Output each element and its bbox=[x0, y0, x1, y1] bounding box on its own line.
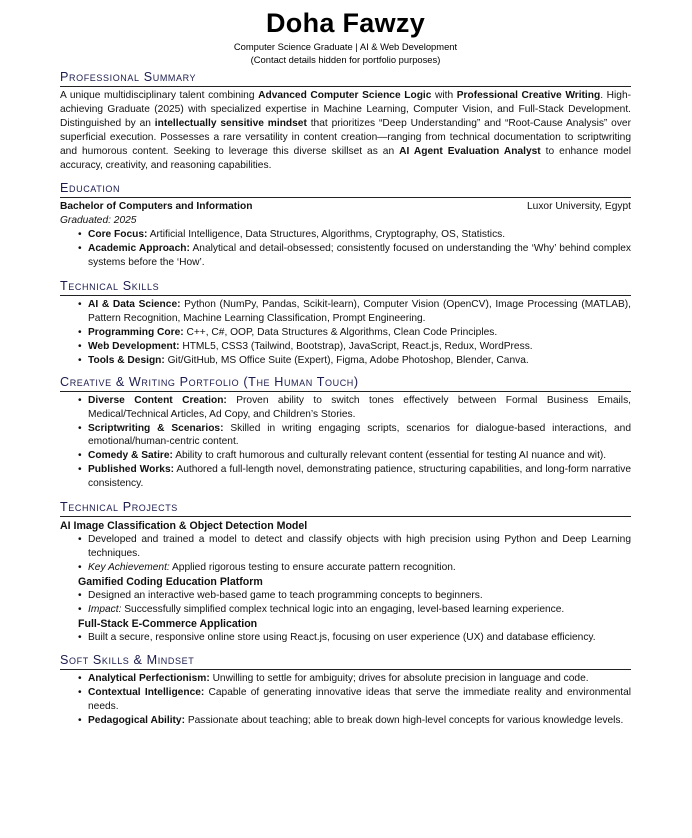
project-title: Gamified Coding Education Platform bbox=[78, 575, 263, 588]
soft-skills-bullets bbox=[60, 672, 631, 728]
bullet-label: Contextual Intelligence: bbox=[88, 687, 205, 699]
project-title: Full-Stack E-Commerce Application bbox=[78, 617, 258, 630]
list-item bbox=[88, 340, 631, 354]
list-item bbox=[88, 354, 631, 368]
section-heading: Technical Projects bbox=[60, 500, 631, 517]
education-row bbox=[60, 200, 631, 214]
bullet-label: Diverse Content Creation: bbox=[88, 394, 227, 406]
section-heading: Professional Summary bbox=[60, 70, 631, 87]
bullet-label: Comedy & Satire: bbox=[88, 450, 173, 462]
skills-bullets bbox=[60, 298, 631, 368]
summary-text bbox=[60, 89, 631, 172]
bullet-text: Analytical and detail-obsessed; consistently focused on understanding the ‘Why’ behind complex systems before the ‘How’. bbox=[88, 243, 631, 269]
summary-run: A unique multidisciplinary talent combining bbox=[60, 90, 259, 101]
bullet-label: Academic Approach: bbox=[88, 243, 190, 255]
bullet-label: Key Achievement: bbox=[88, 561, 170, 573]
bullet-label: Impact: bbox=[88, 603, 122, 615]
bullet-label: Core Focus: bbox=[88, 229, 148, 241]
section-heading: Technical Skills bbox=[60, 279, 631, 296]
bullet-text: Authored a full-length novel, demonstrating patience, structuring capabilities, and long-form narrative consistency. bbox=[88, 464, 631, 490]
summary-run: to enhance model accuracy, creativity, and reasoning capabilities. bbox=[60, 145, 631, 171]
list-item bbox=[88, 228, 631, 242]
contact-note: (Contact details hidden for portfolio purposes) bbox=[250, 54, 441, 65]
bullet-label: Analytical Perfectionism: bbox=[88, 673, 210, 685]
bullet-label: Published Works: bbox=[88, 464, 175, 476]
list-item bbox=[88, 714, 631, 728]
list-item bbox=[88, 394, 631, 422]
resume-page bbox=[60, 6, 631, 728]
bullet-text: Proven ability to switch tones effectively between Formal Business Emails, Medical/Technical Articles, Ad Copy, and Children’s Stories. bbox=[88, 394, 631, 420]
education-bullets bbox=[60, 228, 631, 270]
summary-emphasis: intellectually sensitive mindset bbox=[154, 117, 307, 129]
list-item bbox=[88, 589, 631, 603]
bullet-text: Successfully simplified complex technical logic into an engaging, level-based learning experience. bbox=[121, 603, 565, 615]
list-item bbox=[88, 242, 631, 270]
summary-run: with bbox=[431, 90, 457, 101]
list-item bbox=[88, 422, 631, 450]
project-bullets bbox=[60, 533, 631, 575]
section-summary bbox=[60, 70, 631, 172]
creative-bullets bbox=[60, 394, 631, 491]
bullet-text: Skilled in writing engaging scripts, scenarios for dialogue-based interactions, and emotional/human-centric content. bbox=[88, 422, 631, 448]
candidate-name: Doha Fawzy bbox=[265, 8, 426, 38]
tagline: Computer Science Graduate | AI & Web Development bbox=[233, 41, 458, 52]
bullet-label: AI & Data Science: bbox=[88, 299, 181, 311]
list-item bbox=[88, 533, 631, 561]
bullet-text: Built a secure, responsive online store using React.js, focusing on user experience (UX) and database efficiency. bbox=[88, 631, 596, 643]
summary-run: that prioritizes “Deep Understanding” and “Root-Cause Analysis” over superficial execution. Possesses a rare versatility in content creation—ranging from technical documentation to scriptwriting and humorous content. Seeking to leverage this diverse skillset as an bbox=[60, 117, 631, 157]
list-item bbox=[88, 463, 631, 491]
bullet-label: Scriptwriting & Scenarios: bbox=[88, 422, 224, 434]
project-title: AI Image Classification & Object Detection Model bbox=[60, 520, 308, 533]
bullet-text: HTML5, CSS3 (Tailwind, Bootstrap), JavaScript, React.js, Redux, WordPress. bbox=[179, 340, 533, 352]
bullet-text: Passionate about teaching; able to break down high-level concepts for various knowledge levels. bbox=[185, 715, 624, 727]
graduation-date bbox=[60, 214, 631, 228]
list-item bbox=[88, 686, 631, 714]
list-item bbox=[88, 326, 631, 340]
list-item bbox=[88, 449, 631, 463]
summary-run: . High-achieving Graduate (2025) with specialized expertise in Machine Learning, Computer Vision, and Full-Stack Development. Distinguished by an bbox=[60, 90, 631, 129]
section-heading: Soft Skills & Mindset bbox=[60, 653, 631, 670]
list-item bbox=[88, 561, 631, 575]
section-heading: Creative & Writing Portfolio (The Human Touch) bbox=[60, 375, 631, 392]
degree: Bachelor of Computers and Information bbox=[60, 201, 253, 213]
graduation-text: Graduated: 2025 bbox=[60, 215, 137, 227]
institution: Luxor University, Egypt bbox=[527, 201, 631, 213]
bullet-text: Capable of generating innovative ideas that serve the immediate reality and environmental needs. bbox=[88, 687, 631, 713]
section-creative bbox=[60, 375, 631, 491]
bullet-text: Git/GitHub, MS Office Suite (Expert), Figma, Adobe Photoshop, Blender, Canva. bbox=[164, 354, 529, 366]
bullet-text: Artificial Intelligence, Data Structures, Algorithms, Cryptography, OS, Statistics. bbox=[147, 229, 506, 241]
list-item bbox=[88, 631, 631, 645]
list-item bbox=[88, 298, 631, 326]
project-bullets bbox=[60, 589, 631, 617]
section-soft-skills bbox=[60, 653, 631, 728]
bullet-label: Web Development: bbox=[88, 340, 180, 352]
bullet-text: Unwilling to settle for ambiguity; drives for absolute precision in language and code. bbox=[209, 673, 589, 685]
list-item bbox=[88, 672, 631, 686]
bullet-label: Programming Core: bbox=[88, 326, 184, 338]
section-heading: Education bbox=[60, 181, 631, 198]
bullet-label: Pedagogical Ability: bbox=[88, 715, 185, 727]
bullet-text: C++, C#, OOP, Data Structures & Algorithms, Clean Code Principles. bbox=[183, 326, 498, 338]
section-skills bbox=[60, 279, 631, 368]
bullet-text: Applied rigorous testing to ensure accurate pattern recognition. bbox=[169, 561, 456, 573]
list-item bbox=[88, 603, 631, 617]
bullet-text: Ability to craft humorous and culturally relevant content (essential for testing AI nuance and wit). bbox=[172, 450, 607, 462]
bullet-text: Designed an interactive web-based game to teach programming concepts to beginners. bbox=[88, 589, 483, 601]
bullet-text: Python (NumPy, Pandas, Scikit-learn), Computer Vision (OpenCV), Image Processing (MATLAB), Pattern Recognition, Machine Learning Classification, Prompt Engineering. bbox=[88, 299, 631, 325]
section-education bbox=[60, 181, 631, 270]
summary-emphasis: AI Agent Evaluation Analyst bbox=[399, 145, 541, 157]
bullet-text: Developed and trained a model to detect and classify objects with high precision using Python and Deep Learning techniques. bbox=[88, 534, 631, 559]
section-projects bbox=[60, 500, 631, 644]
summary-emphasis: Advanced Computer Science Logic bbox=[258, 90, 432, 101]
project-bullets bbox=[60, 631, 631, 645]
bullet-label: Tools & Design: bbox=[88, 354, 165, 366]
summary-emphasis: Professional Creative Writing bbox=[456, 90, 601, 101]
